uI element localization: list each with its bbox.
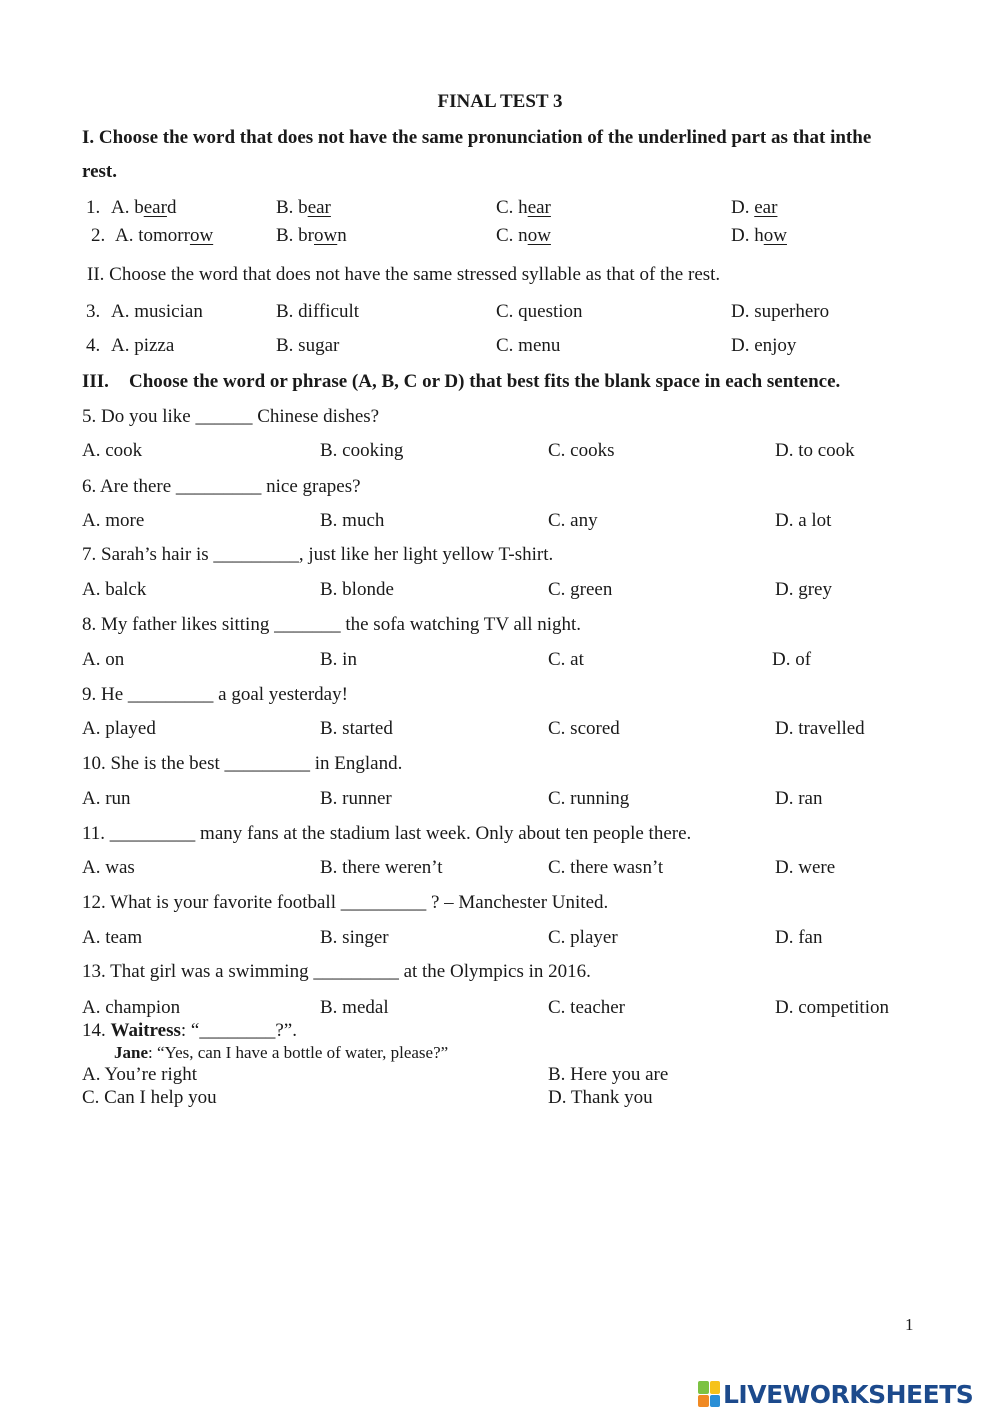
q11-option-b[interactable]: B. there weren’t xyxy=(320,857,443,878)
question-1-number: 1. xyxy=(86,197,101,218)
question-14-line-2 xyxy=(114,1044,448,1061)
question-4-number: 4. xyxy=(86,335,101,356)
section2-heading: II. Choose the word that does not have the same stressed syllable as that of the rest. xyxy=(87,264,721,285)
question-14-line-1 xyxy=(82,1021,297,1040)
question-5-text: 5. Do you like ______ Chinese dishes? xyxy=(82,406,380,427)
question-9-text: 9. He _________ a goal yesterday! xyxy=(82,684,348,705)
question-13-text: 13. That girl was a swimming _________ at the Olympics in 2016. xyxy=(82,961,591,982)
waitress-line: : “________?”. xyxy=(180,1020,297,1041)
q10-option-d[interactable]: D. ran xyxy=(775,788,823,809)
q7-option-d[interactable]: D. grey xyxy=(775,579,832,600)
q7-option-a[interactable]: A. balck xyxy=(82,579,147,600)
q3-option-c[interactable]: C. question xyxy=(496,301,583,322)
q8-option-c[interactable]: C. at xyxy=(548,649,584,670)
page-title: FINAL TEST 3 xyxy=(437,91,563,112)
question-8-text: 8. My father likes sitting _______ the sofa watching TV all night. xyxy=(82,614,582,635)
q9-option-d[interactable]: D. travelled xyxy=(775,718,865,739)
q6-option-d[interactable]: D. a lot xyxy=(775,510,832,531)
q6-option-b[interactable]: B. much xyxy=(320,510,385,531)
q8-option-a[interactable]: A. on xyxy=(82,649,125,670)
q13-option-c[interactable]: C. teacher xyxy=(548,997,626,1018)
q7-option-c[interactable]: C. green xyxy=(548,579,613,600)
q4-option-b[interactable]: B. sugar xyxy=(276,335,340,356)
speaker-waitress: Waitress xyxy=(110,1020,181,1041)
q2-option-b[interactable]: B. brown xyxy=(276,225,347,246)
q7-option-b[interactable]: B. blonde xyxy=(320,579,394,600)
q1-option-c[interactable]: C. hear xyxy=(496,197,551,218)
q6-option-a[interactable]: A. more xyxy=(82,510,145,531)
question-12-text: 12. What is your favorite football _________ ? – Manchester United. xyxy=(82,892,609,913)
q9-option-a[interactable]: A. played xyxy=(82,718,156,739)
q14-option-c[interactable]: C. Can I help you xyxy=(82,1087,217,1108)
q3-option-d[interactable]: D. superhero xyxy=(731,301,830,322)
q6-option-c[interactable]: C. any xyxy=(548,510,598,531)
q14-option-a[interactable]: A. You’re right xyxy=(82,1064,198,1085)
q8-option-b[interactable]: B. in xyxy=(320,649,357,670)
q5-option-b[interactable]: B. cooking xyxy=(320,440,404,461)
q1-option-a[interactable]: A. beard xyxy=(111,197,177,218)
speaker-jane: Jane xyxy=(114,1043,148,1062)
q1-option-b[interactable]: B. bear xyxy=(276,197,331,218)
question-11-text: 11. _________ many fans at the stadium last week. Only about ten people there. xyxy=(82,823,692,844)
q5-option-d[interactable]: D. to cook xyxy=(775,440,855,461)
question-10-text: 10. She is the best _________ in England. xyxy=(82,753,403,774)
q12-option-b[interactable]: B. singer xyxy=(320,927,389,948)
q5-option-c[interactable]: C. cooks xyxy=(548,440,615,461)
q11-option-a[interactable]: A. was xyxy=(82,857,135,878)
question-7-text: 7. Sarah’s hair is _________, just like her light yellow T-shirt. xyxy=(82,544,554,565)
q3-option-b[interactable]: B. difficult xyxy=(276,301,360,322)
q9-option-b[interactable]: B. started xyxy=(320,718,393,739)
q2-option-a[interactable]: A. tomorrow xyxy=(115,225,214,246)
q11-option-d[interactable]: D. were xyxy=(775,857,836,878)
jane-line: : “Yes, can I have a bottle of water, please?” xyxy=(148,1043,449,1062)
section1-heading: I. Choose the word that does not have the same pronunciation of the underlined part as that inthe xyxy=(82,127,872,148)
q11-option-c[interactable]: C. there wasn’t xyxy=(548,857,664,878)
section1-heading-cont: rest. xyxy=(82,161,117,182)
q10-option-c[interactable]: C. running xyxy=(548,788,630,809)
q12-option-c[interactable]: C. player xyxy=(548,927,618,948)
liveworksheets-logo-text: LIVEWORKSHEETS xyxy=(723,1379,974,1409)
q14-option-b[interactable]: B. Here you are xyxy=(548,1064,669,1085)
q4-option-c[interactable]: C. menu xyxy=(496,335,561,356)
section3-heading: Choose the word or phrase (A, B, C or D) that best fits the blank space in each sentence. xyxy=(129,371,841,392)
q12-option-d[interactable]: D. fan xyxy=(775,927,823,948)
liveworksheets-logo xyxy=(698,1379,973,1409)
liveworksheets-logo-icon xyxy=(698,1381,720,1407)
q10-option-a[interactable]: A. run xyxy=(82,788,131,809)
question-6-text: 6. Are there _________ nice grapes? xyxy=(82,476,361,497)
question-3-number: 3. xyxy=(86,301,101,322)
q2-option-c[interactable]: C. now xyxy=(496,225,551,246)
q9-option-c[interactable]: C. scored xyxy=(548,718,620,739)
q13-option-d[interactable]: D. competition xyxy=(775,997,889,1018)
section3-heading-number: III. xyxy=(82,371,109,392)
q4-option-d[interactable]: D. enjoy xyxy=(731,335,797,356)
q13-option-a[interactable]: A. champion xyxy=(82,997,181,1018)
q4-option-a[interactable]: A. pizza xyxy=(111,335,175,356)
q1-option-d[interactable]: D. ear xyxy=(731,197,778,218)
q8-option-d[interactable]: D. of xyxy=(772,649,812,670)
q2-option-d[interactable]: D. how xyxy=(731,225,787,246)
q10-option-b[interactable]: B. runner xyxy=(320,788,392,809)
q12-option-a[interactable]: A. team xyxy=(82,927,143,948)
q5-option-a[interactable]: A. cook xyxy=(82,440,143,461)
question-14-number: 14. xyxy=(82,1020,106,1041)
q13-option-b[interactable]: B. medal xyxy=(320,997,389,1018)
page-number: 1 xyxy=(905,1315,914,1334)
q3-option-a[interactable]: A. musician xyxy=(111,301,203,322)
q14-option-d[interactable]: D. Thank you xyxy=(548,1087,653,1108)
question-2-number: 2. xyxy=(91,225,106,246)
